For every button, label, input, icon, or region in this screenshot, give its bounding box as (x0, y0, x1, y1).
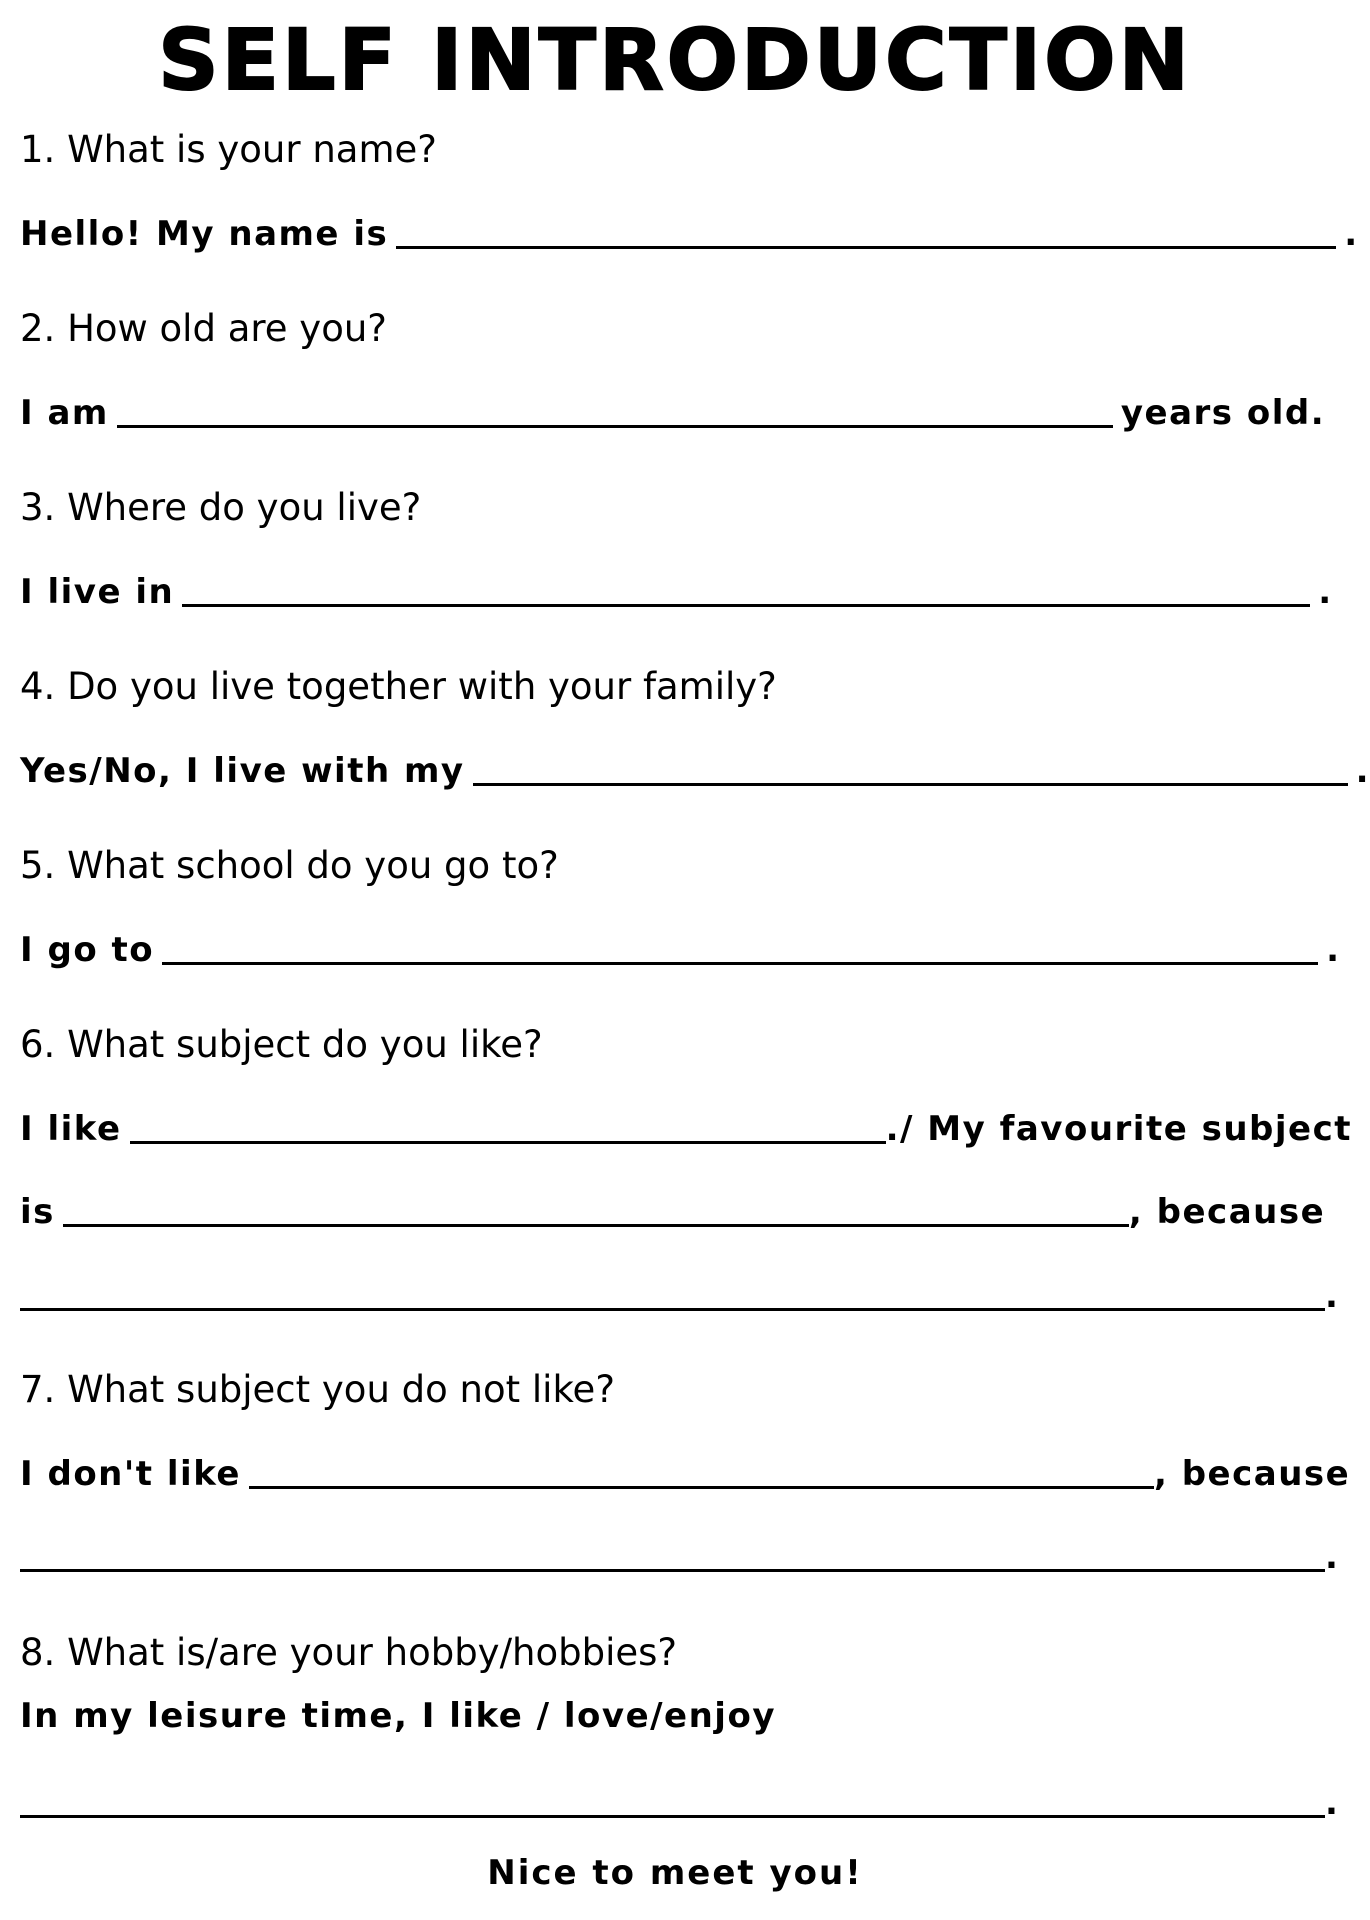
answer-7-suffix: , because (1153, 1454, 1351, 1494)
answer-6-line2-prefix: is (20, 1192, 55, 1232)
answer-line-2 (20, 390, 1325, 436)
favourite-subject-blank[interactable] (63, 1190, 1129, 1227)
answer-line-4 (20, 748, 1370, 794)
answer-line-5 (20, 927, 1341, 973)
disliked-subject-blank[interactable] (249, 1452, 1154, 1489)
answer-8-line2-suffix: . (1325, 1783, 1340, 1823)
answer-line-7a (20, 1451, 1350, 1497)
answer-8-prefix: In my leisure time, I like / love/enjoy (20, 1696, 776, 1736)
answer-1-prefix: Hello! My name is (20, 214, 389, 254)
name-blank[interactable] (396, 212, 1336, 249)
answer-1-suffix: . (1344, 214, 1359, 254)
question-4: 4. Do you live together with your family? (20, 665, 777, 708)
question-5: 5. What school do you go to? (20, 844, 559, 887)
question-3: 3. Where do you live? (20, 486, 422, 529)
answer-5-suffix: . (1326, 930, 1341, 970)
answer-7-line2-suffix: . (1325, 1537, 1340, 1577)
answer-4-suffix: . (1355, 751, 1370, 791)
hobby-blank[interactable] (20, 1781, 1325, 1818)
residence-blank[interactable] (182, 570, 1310, 607)
answer-4-prefix: Yes/No, I live with my (20, 751, 465, 791)
answer-2-prefix: I am (20, 393, 109, 433)
answer-line-8a (20, 1693, 776, 1739)
answer-line-6b (20, 1189, 1325, 1235)
answer-line-6a (20, 1106, 1352, 1152)
favourite-reason-blank[interactable] (20, 1274, 1325, 1311)
question-1: 1. What is your name? (20, 128, 437, 171)
answer-line-1 (20, 211, 1359, 257)
answer-2-suffix: years old. (1120, 393, 1326, 433)
answer-3-prefix: I live in (20, 572, 175, 612)
answer-6-middle: ./ My favourite subject (885, 1109, 1353, 1149)
answer-line-7b (20, 1534, 1339, 1580)
answer-7-prefix: I don't like (20, 1454, 241, 1494)
age-blank[interactable] (117, 391, 1113, 428)
closing-text: Nice to meet you! (487, 1853, 863, 1893)
answer-line-3 (20, 569, 1333, 615)
question-8: 8. What is/are your hobby/hobbies? (20, 1631, 678, 1674)
question-7: 7. What subject you do not like? (20, 1368, 615, 1411)
answer-6-line3-suffix: . (1325, 1276, 1340, 1316)
dislike-reason-blank[interactable] (20, 1535, 1325, 1572)
question-2: 2. How old are you? (20, 307, 387, 350)
liked-subject-blank[interactable] (130, 1107, 886, 1144)
answer-3-suffix: . (1318, 572, 1333, 612)
answer-6-line2-suffix: , because (1128, 1192, 1326, 1232)
family-blank[interactable] (473, 749, 1348, 786)
answer-line-6c (20, 1273, 1339, 1319)
answer-5-prefix: I go to (20, 930, 155, 970)
answer-6-prefix: I like (20, 1109, 122, 1149)
school-blank[interactable] (162, 928, 1318, 965)
worksheet-title: SELF INTRODUCTION (158, 11, 1192, 109)
answer-line-8b (20, 1780, 1339, 1826)
question-6: 6. What subject do you like? (20, 1023, 543, 1066)
